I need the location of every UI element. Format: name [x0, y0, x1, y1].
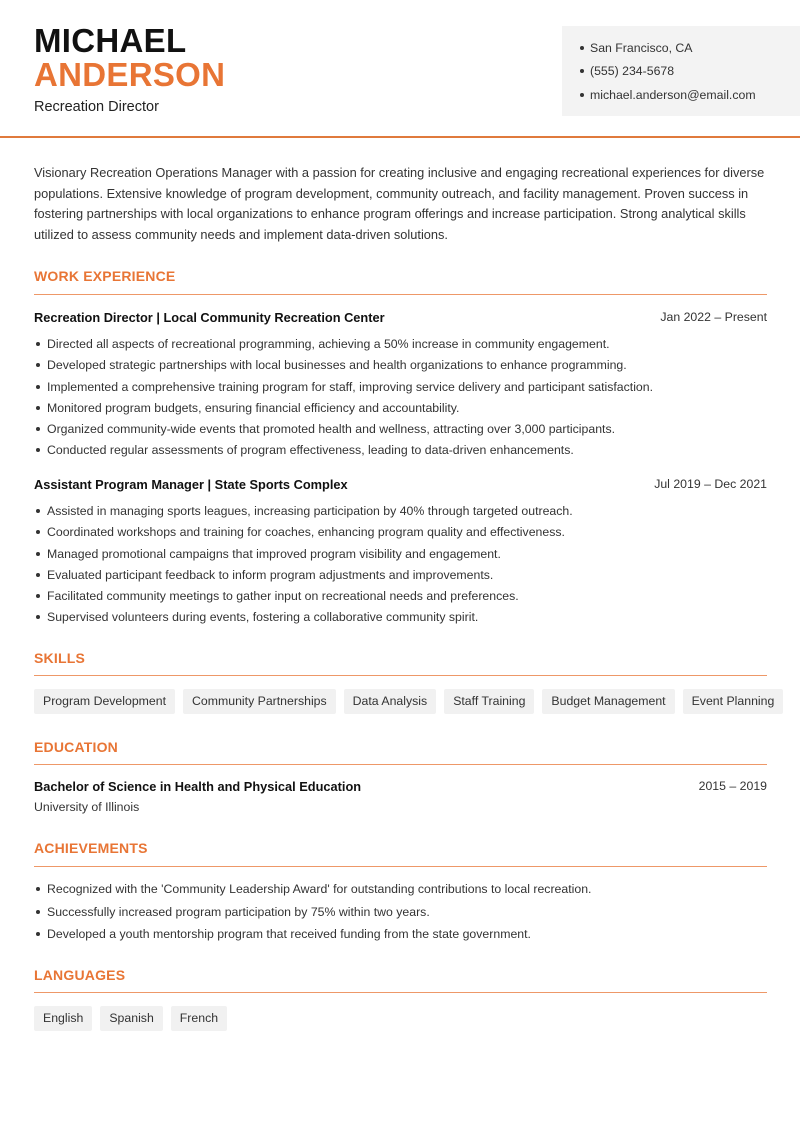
section-title-education: EDUCATION: [34, 739, 118, 755]
list-item: Coordinated workshops and training for coaches, enhancing program quality and effectiveness.: [34, 524, 767, 545]
job-bullets: [34, 336, 767, 464]
skill-chip: Event Planning: [683, 689, 784, 714]
list-item: Developed strategic partnerships with local businesses and health organizations to enhance programming.: [34, 357, 767, 378]
job-header: [34, 477, 767, 492]
contact-location-text: San Francisco, CA: [590, 40, 693, 55]
contact-phone-text: (555) 234-5678: [590, 64, 675, 79]
contact-phone: [580, 60, 800, 84]
list-item: Implemented a comprehensive training program for staff, improving service delivery and participant satisfaction.: [34, 379, 767, 400]
section-divider: [34, 294, 767, 295]
job-header: [34, 310, 767, 325]
education-degree: Bachelor of Science in Health and Physical Education: [34, 779, 362, 794]
list-item: Managed promotional campaigns that improved program visibility and engagement.: [34, 546, 767, 567]
skill-chip: Budget Management: [542, 689, 674, 714]
skill-chip: Program Development: [34, 689, 175, 714]
skill-chip: Data Analysis: [344, 689, 437, 714]
section-divider: [34, 675, 767, 676]
list-item: Evaluated participant feedback to inform program adjustments and improvements.: [34, 567, 767, 588]
section-title-languages: LANGUAGES: [34, 967, 126, 983]
list-item: Conducted regular assessments of program effectiveness, leading to data-driven enhancements.: [34, 442, 767, 463]
section-title-achievements: ACHIEVEMENTS: [34, 840, 148, 856]
contact-email: [580, 83, 800, 107]
languages-list: [34, 1006, 227, 1031]
section-divider: [34, 992, 767, 993]
language-chip: English: [34, 1006, 92, 1031]
list-item: Successfully increased program participation by 75% within two years.: [34, 904, 767, 927]
list-item: Assisted in managing sports leagues, increasing participation by 40% through targeted outreach.: [34, 503, 767, 524]
job-title: Recreation Director: [34, 99, 159, 115]
list-item: Directed all aspects of recreational programming, achieving a 50% increase in community engagement.: [34, 336, 767, 357]
summary: Visionary Recreation Operations Manager with a passion for creating inclusive and engaging recreational experiences for diverse populations. Extensive knowledge of program development, community outreach, and facility management. Proven success in fostering partnerships with local organizations to enhance program offerings and increase participation. Strong analytical skills utilized to assess community needs and implement data-driven solutions.: [34, 165, 765, 242]
skill-chip: Staff Training: [444, 689, 534, 714]
education-dates: 2015 – 2019: [698, 779, 767, 793]
bullet-icon: [580, 46, 584, 50]
job-role: Assistant Program Manager | State Sports Complex: [34, 477, 348, 492]
section-title-skills: SKILLS: [34, 650, 85, 666]
list-item: Developed a youth mentorship program that received funding from the state government.: [34, 926, 767, 949]
bullet-icon: [580, 69, 584, 73]
job-dates: Jul 2019 – Dec 2021: [654, 477, 767, 491]
resume-header: [0, 0, 800, 138]
achievements-list: [34, 881, 767, 949]
skills-list: [34, 689, 783, 714]
list-item: Organized community-wide events that promoted health and wellness, attracting over 3,000 participants.: [34, 421, 767, 442]
list-item: Recognized with the 'Community Leadership Award' for outstanding contributions to local recreation.: [34, 881, 767, 904]
section-title-work: WORK EXPERIENCE: [34, 268, 176, 284]
language-chip: French: [171, 1006, 227, 1031]
job-bullets: [34, 503, 767, 631]
contact-email-text: michael.anderson@email.com: [590, 87, 756, 102]
last-name: ANDERSON: [34, 56, 226, 93]
bullet-icon: [580, 93, 584, 97]
skill-chip: Community Partnerships: [183, 689, 336, 714]
contact-location: [580, 36, 800, 60]
list-item: Supervised volunteers during events, fostering a collaborative community spirit.: [34, 609, 767, 630]
list-item: Monitored program budgets, ensuring financial efficiency and accountability.: [34, 400, 767, 421]
language-chip: Spanish: [100, 1006, 162, 1031]
section-divider: [34, 764, 767, 765]
education-school: University of Illinois: [34, 800, 140, 814]
list-item: Facilitated community meetings to gather input on recreational needs and preferences.: [34, 588, 767, 609]
job-dates: Jan 2022 – Present: [660, 310, 767, 324]
contact-box: [562, 26, 800, 116]
first-name: MICHAEL: [34, 22, 187, 59]
section-divider: [34, 866, 767, 867]
job-role: Recreation Director | Local Community Recreation Center: [34, 310, 385, 325]
